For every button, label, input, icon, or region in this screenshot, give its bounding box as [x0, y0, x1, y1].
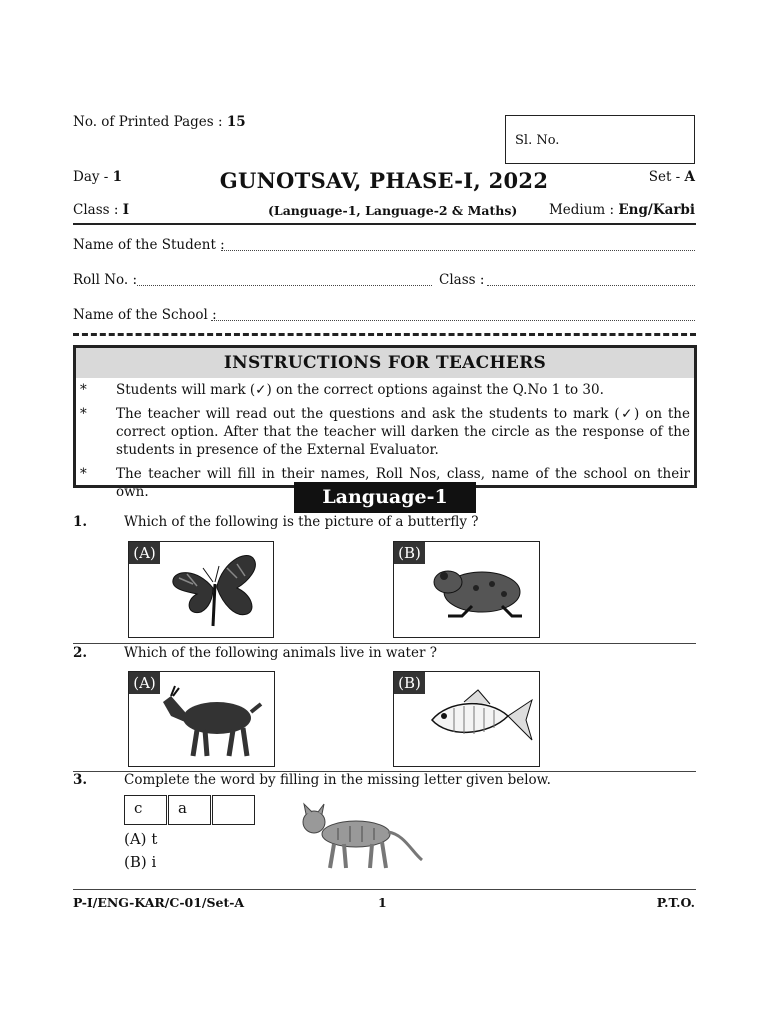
pto: P.T.O.	[656, 895, 695, 910]
school-name-field[interactable]	[211, 320, 695, 321]
medium-value: Eng/Karbi	[618, 202, 695, 218]
serial-number-label: Sl. No.	[515, 133, 560, 148]
option-letter: i	[151, 853, 157, 871]
option-tag: (A)	[129, 542, 160, 564]
cut-line-divider	[73, 333, 696, 336]
class-field-label: Class :	[439, 272, 485, 288]
option-tag: (A)	[129, 672, 160, 694]
fish-icon	[428, 686, 536, 752]
printed-pages-value: 15	[226, 114, 246, 130]
header-divider	[73, 223, 696, 225]
letter-box	[168, 795, 211, 825]
printed-pages-label: No. of Printed Pages :	[73, 114, 223, 130]
medium-label: Medium :	[548, 202, 615, 218]
butterfly-icon	[167, 548, 263, 634]
paper-code: P-I/ENG-KAR/C-01/Set-A	[73, 895, 245, 910]
question-text: Complete the word by filling in the missing letter given below.	[124, 772, 551, 788]
class-label: Class :	[73, 202, 119, 218]
section-banner: Language-1	[294, 482, 476, 513]
page-number: 1	[378, 895, 387, 910]
student-name-field[interactable]	[221, 250, 695, 251]
set	[649, 169, 695, 185]
question-text: Which of the following animals live in water ?	[124, 645, 437, 661]
option-a-butterfly[interactable]	[128, 541, 274, 638]
student-name-label: Name of the Student :	[73, 237, 225, 253]
question-number: 1.	[73, 514, 88, 530]
day-label: Day -	[73, 169, 109, 185]
set-value: A	[684, 169, 695, 185]
question-divider	[73, 643, 696, 644]
letter-box	[124, 795, 167, 825]
letter: c	[134, 799, 143, 817]
bullet: *	[80, 466, 87, 482]
roll-no-label: Roll No. :	[73, 272, 138, 288]
class-info	[73, 202, 129, 218]
letter: a	[178, 799, 187, 817]
question-number: 2.	[73, 645, 88, 661]
option-tag: (B)	[394, 672, 425, 694]
option-a-goat[interactable]	[128, 671, 275, 767]
option-letter: t	[151, 830, 158, 848]
cat-icon	[294, 802, 424, 872]
page-title: GUNOTSAV, PHASE-I, 2022	[219, 168, 549, 193]
bullet: *	[80, 382, 87, 398]
option-tag: (A)	[124, 830, 147, 848]
question-number: 3.	[73, 772, 88, 788]
option-b-frog[interactable]	[393, 541, 540, 638]
instructions-heading: INSTRUCTIONS FOR TEACHERS	[76, 348, 694, 378]
instruction-text: The teacher will read out the questions and ask the students to mark (✓) on the correct option. After that the teacher will darken the circle as the response of the students in presence of the External Evaluator.	[116, 406, 690, 458]
option-b[interactable]	[124, 853, 156, 871]
option-tag: (B)	[124, 853, 147, 871]
printed-pages	[73, 114, 246, 130]
set-label: Set -	[648, 169, 681, 185]
class-field[interactable]	[487, 285, 695, 286]
serial-number-box	[505, 115, 695, 164]
instruction-text: The teacher will fill in their names, Roll Nos, class, name of the school on their own.	[116, 466, 690, 500]
footer-divider	[73, 889, 696, 890]
instruction-text: Students will mark (✓) on the correct options against the Q.No 1 to 30.	[116, 382, 604, 398]
missing-letter-box[interactable]	[212, 795, 255, 825]
bullet: *	[80, 406, 87, 422]
frog-icon	[432, 562, 524, 618]
option-tag: (B)	[394, 542, 425, 564]
day-value: 1	[112, 169, 123, 185]
school-name-label: Name of the School :	[73, 307, 217, 323]
question-text: Which of the following is the picture of a butterfly ?	[124, 514, 479, 530]
roll-no-field[interactable]	[137, 285, 432, 286]
medium	[549, 202, 695, 218]
subjects: (Language-1, Language-2 & Maths)	[268, 203, 518, 218]
option-b-fish[interactable]	[393, 671, 540, 767]
goat-icon	[157, 682, 269, 760]
class-value: I	[122, 202, 130, 218]
option-a[interactable]	[124, 830, 157, 848]
